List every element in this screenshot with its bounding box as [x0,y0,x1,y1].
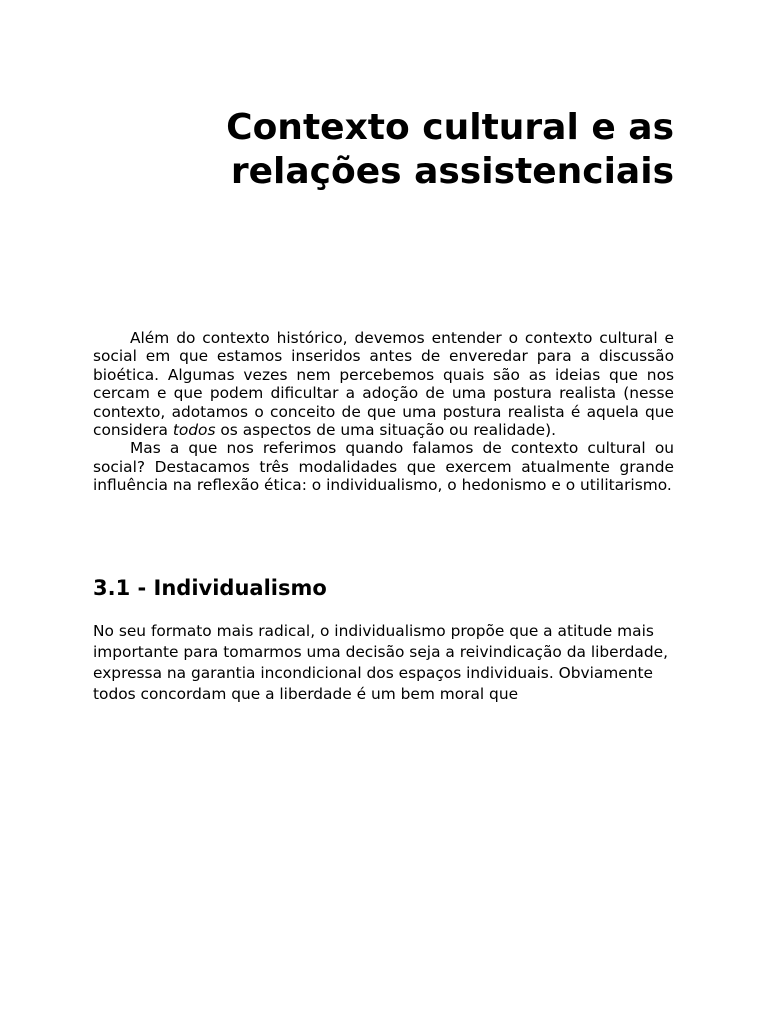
chapter-title-line-1: Contexto cultural e as [226,107,674,148]
section-paragraph: No seu formato mais radical, o individualismo propõe que a atitude mais importante para tomarmos uma decisão seja a reivindicação da liberdade, expressa na garantia incondicional dos espaços individuais. Obviamente todos concordam que a liberdade é um bem moral que [93,622,668,703]
intro-paragraph-1-end: os aspectos de uma situação ou realidade). [215,421,556,440]
chapter-title [93,106,674,194]
intro-paragraph-1-emphasis: todos [172,421,216,440]
intro-text [93,329,674,495]
chapter-title-line-2: relações assistenciais [230,151,674,192]
intro-paragraph-1-start: Além do contexto histórico, devemos entender o contexto cultural e social em que estamos inseridos antes de enveredar para a discussão bioética. Algumas vezes nem percebemos quais são as ideias que nos cercam e que podem dificultar a adoção de uma postura realista (nesse contexto, adotamos o conceito de que uma postura realista é aquela que considera [93,329,674,440]
intro-paragraph-2: Mas a que nos referimos quando falamos de contexto cultural ou social? Destacamos três modalidades que exercem atualmente grande influência na reflexão ética: o individualismo, o hedonismo e o utilitarismo. [93,439,674,495]
section-heading: 3.1 - Individualismo [93,576,327,600]
intro-paragraph-1 [93,329,674,439]
